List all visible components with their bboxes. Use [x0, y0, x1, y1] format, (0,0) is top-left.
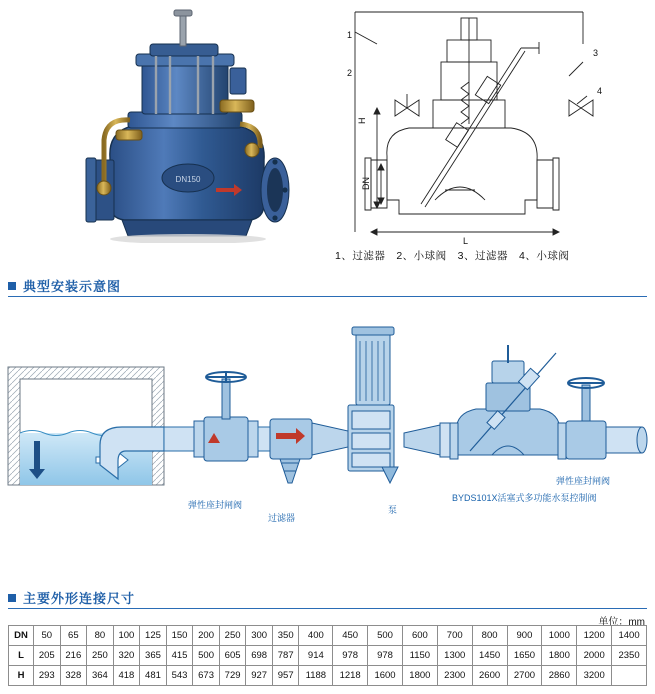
label-control-valve: BYDS101X活塞式多功能水泵控制阀: [452, 493, 597, 503]
cell: 293: [34, 666, 61, 686]
valve-photo: [70, 8, 300, 243]
cell: 320: [113, 646, 140, 666]
cell: 418: [113, 666, 140, 686]
cell: 787: [272, 646, 299, 666]
cell: 3200: [577, 666, 612, 686]
cell: 600: [402, 626, 437, 646]
cell: 2300: [437, 666, 472, 686]
cell: 1600: [368, 666, 403, 686]
section-divider-1: [8, 296, 647, 297]
cell: 1800: [542, 646, 577, 666]
cell: 927: [246, 666, 273, 686]
valve-technical-drawing: [325, 4, 635, 244]
cell: 1650: [507, 646, 542, 666]
cell: 65: [60, 626, 87, 646]
cell: 700: [437, 626, 472, 646]
table-row: [9, 666, 647, 686]
cell: 1400: [612, 626, 647, 646]
cell: 2000: [577, 646, 612, 666]
cell: 2350: [612, 646, 647, 666]
cell: 100: [113, 626, 140, 646]
cell: 205: [34, 646, 61, 666]
section-title-text: 主要外形连接尺寸: [23, 591, 136, 606]
cell: 1300: [437, 646, 472, 666]
svg-text:4: 4: [597, 86, 603, 96]
cell: 2860: [542, 666, 577, 686]
label-strainer: 过滤器: [268, 513, 296, 523]
bullet-square-icon: [8, 594, 16, 602]
drawing-legend: 1、过滤器 2、小球阀 3、过滤器 4、小球阀: [335, 250, 570, 262]
table-row: [9, 646, 647, 666]
label-gate-valve-left: 弹性座封闸阀: [188, 500, 243, 510]
cell: 80: [87, 626, 114, 646]
installation-diagram: [0, 305, 655, 585]
section-heading-dimensions: [8, 588, 135, 607]
row-header: H: [9, 666, 34, 686]
section-heading-install: [8, 276, 121, 295]
cell: 543: [166, 666, 193, 686]
cell: 729: [219, 666, 246, 686]
cell: 1188: [299, 666, 333, 686]
cell: 200: [193, 626, 220, 646]
cell: 1150: [402, 646, 437, 666]
cell: 1200: [577, 626, 612, 646]
top-section: [0, 0, 655, 270]
cell: 2700: [507, 666, 542, 686]
cell: 978: [333, 646, 368, 666]
cell: 800: [472, 626, 507, 646]
row-header: DN: [9, 626, 34, 646]
cell: 698: [246, 646, 273, 666]
section-title-text: 典型安装示意图: [23, 279, 122, 294]
cell: 216: [60, 646, 87, 666]
cell: 350: [272, 626, 299, 646]
cell: 1218: [333, 666, 368, 686]
cell: 125: [140, 626, 167, 646]
cell: 1800: [402, 666, 437, 686]
cell: 2600: [472, 666, 507, 686]
cell: 250: [219, 626, 246, 646]
cell: 250: [87, 646, 114, 666]
cell: 500: [368, 626, 403, 646]
cell: 415: [166, 646, 193, 666]
svg-text:2: 2: [347, 68, 353, 78]
cell: 50: [34, 626, 61, 646]
cell: 978: [368, 646, 403, 666]
svg-text:DN150: DN150: [175, 175, 201, 184]
cell: 450: [333, 626, 368, 646]
cell: 605: [219, 646, 246, 666]
cell: 364: [87, 666, 114, 686]
bullet-square-icon: [8, 282, 16, 290]
svg-text:H: H: [357, 117, 367, 124]
cell: 500: [193, 646, 220, 666]
cell: 400: [299, 626, 333, 646]
cell: 1450: [472, 646, 507, 666]
label-pump: 泵: [388, 505, 398, 515]
cell: 150: [166, 626, 193, 646]
table-row: [9, 626, 647, 646]
cell: 957: [272, 666, 299, 686]
cell: 300: [246, 626, 273, 646]
svg-text:L: L: [463, 236, 469, 246]
svg-text:3: 3: [593, 48, 599, 58]
cell: 1000: [542, 626, 577, 646]
label-gate-valve-right: 弹性座封闸阀: [556, 476, 611, 486]
cell: 481: [140, 666, 167, 686]
cell: 673: [193, 666, 220, 686]
cell: 365: [140, 646, 167, 666]
svg-text:1: 1: [347, 30, 353, 40]
dimensions-table: [8, 625, 647, 686]
cell: 900: [507, 626, 542, 646]
svg-text:DN: DN: [361, 177, 371, 190]
section-divider-2: [8, 608, 647, 609]
row-header: L: [9, 646, 34, 666]
cell: 914: [299, 646, 333, 666]
cell: 328: [60, 666, 87, 686]
cell: [612, 666, 647, 686]
table-unit-note: 单位：mm: [598, 617, 645, 628]
